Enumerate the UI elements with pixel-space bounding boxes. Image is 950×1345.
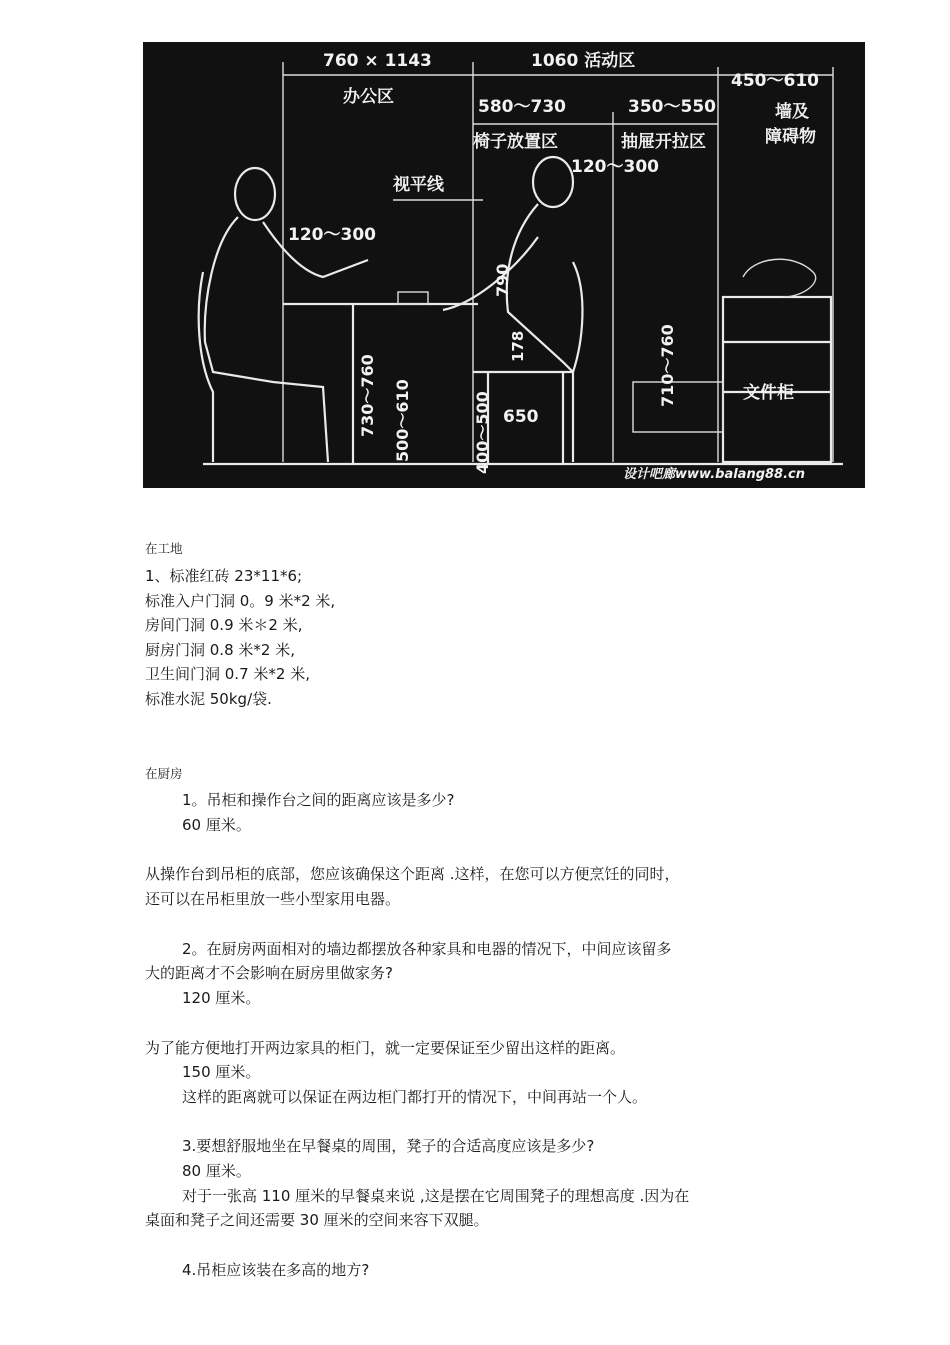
paragraph-2: 为了能方便地打开两边家具的柜门，就一定要保证至少留出这样的距离。 [145, 1039, 626, 1057]
left-person-body [205, 217, 328, 462]
label-710-760: 710～760 [658, 324, 677, 407]
label-top-left-dim: 760 × 1143 [323, 51, 432, 71]
plant-icon [743, 259, 816, 297]
section2-title: 在厨房 [145, 766, 183, 781]
section1-line-6: 标准水泥 50kg/袋. [145, 690, 272, 708]
answer-1: 60 厘米。 [182, 816, 251, 834]
label-drawer-area: 抽屉开拉区 [621, 132, 706, 152]
label-chair-area: 椅子放置区 [473, 132, 558, 152]
office-dimension-diagram [143, 42, 865, 488]
desk-object [398, 292, 428, 304]
right-person-arm [443, 237, 538, 310]
label-drawer-dim: 350～550 [628, 97, 716, 117]
label-office-area: 办公区 [343, 87, 394, 107]
section1-line-4: 厨房门洞 0.8 米*2 米, [145, 641, 295, 659]
label-activity-area: 1060 活动区 [531, 51, 636, 71]
label-wall-2: 障碍物 [765, 127, 816, 147]
section1-line-2: 标准入户门洞 0。9 米*2 米, [145, 592, 336, 610]
answer-2b: 150 厘米。 [182, 1063, 261, 1081]
question-1: 1。吊柜和操作台之间的距离应该是多少? [182, 791, 455, 809]
paragraph-1-line-1: 从操作台到吊柜的底部，您应该确保这个距离 .这样，在您可以方便烹饪的同时， [145, 865, 680, 883]
label-left-120-300: 120～300 [288, 225, 376, 245]
question-2-line-1: 2。在厨房两面相对的墙边都摆放各种家具和电器的情况下，中间应该留多 [182, 940, 672, 958]
question-3: 3.要想舒服地坐在早餐桌的周围，凳子的合适高度应该是多少? [182, 1137, 595, 1155]
label-650: 650 [503, 407, 539, 427]
label-wall-dim: 450～610 [731, 71, 819, 91]
label-wall-1: 墙及 [775, 102, 809, 122]
answer-2: 120 厘米。 [182, 989, 261, 1007]
drawer-open [633, 382, 723, 432]
question-4: 4.吊柜应该装在多高的地方? [182, 1261, 370, 1279]
paragraph-2b: 这样的距离就可以保证在两边柜门都打开的情况下，中间再站一个人。 [182, 1088, 648, 1106]
section1-line-1: 1、标准红砖 23*11*6; [145, 567, 303, 585]
label-right-120-300: 120～300 [571, 157, 659, 177]
diagram-svg [143, 42, 865, 488]
section1-line-3: 房间门洞 0.9 米＊2 米, [145, 616, 303, 634]
label-file-cabinet: 文件柜 [743, 383, 794, 403]
paragraph-1-line-2: 还可以在吊柜里放一些小型家用电器。 [145, 890, 401, 908]
label-178: 178 [509, 330, 527, 362]
left-person-head [235, 168, 275, 220]
label-730-760: 730～760 [358, 354, 377, 437]
answer-3: 80 厘米。 [182, 1162, 251, 1180]
label-790: 790 [493, 263, 512, 297]
file-cabinet-outline [723, 297, 831, 462]
section1-line-5: 卫生间门洞 0.7 米*2 米, [145, 665, 310, 683]
paragraph-3-line-2: 桌面和凳子之间还需要 30 厘米的空间来容下双腿。 [145, 1211, 489, 1229]
label-400-500: 400～500 [473, 391, 492, 474]
paragraph-3-line-1: 对于一张高 110 厘米的早餐桌来说 ,这是摆在它周围凳子的理想高度 .因为在 [182, 1187, 690, 1205]
section1-title: 在工地 [145, 541, 183, 556]
question-2-line-2: 大的距离才不会影响在厨房里做家务? [145, 964, 393, 982]
label-eye-line: 视平线 [393, 175, 444, 195]
label-500-610: 500～610 [393, 379, 412, 462]
watermark: 设计吧廊www.balang88.cn [623, 467, 805, 482]
right-chair-back [573, 262, 582, 372]
right-person-head [533, 157, 573, 207]
label-chair-dim: 580～730 [478, 97, 566, 117]
